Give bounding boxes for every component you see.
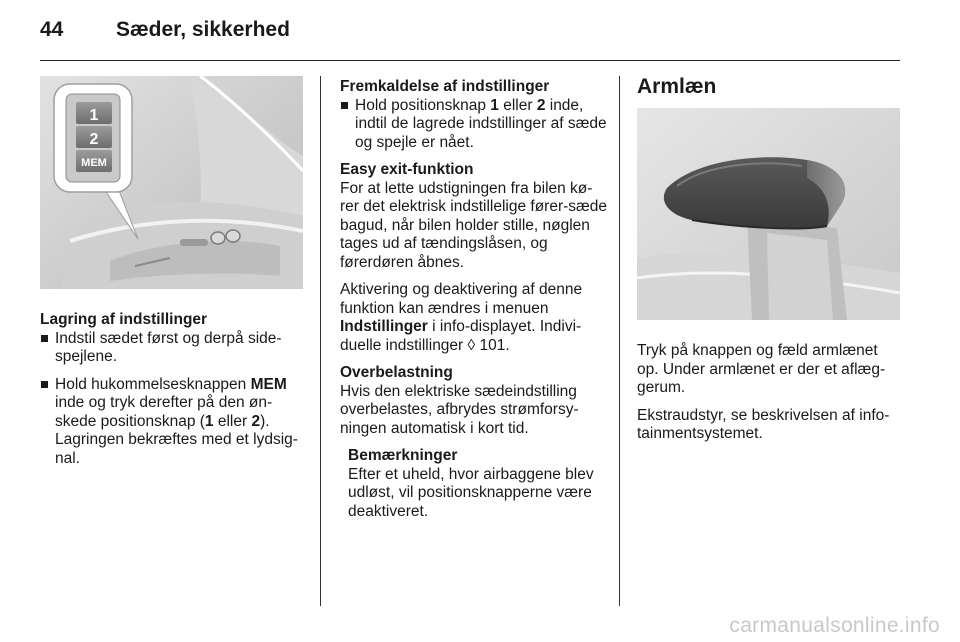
column-2 xyxy=(340,78,608,530)
note-heading: Bemærkninger xyxy=(348,447,458,464)
section-heading-lagring: Lagring af indstillinger xyxy=(40,311,208,328)
paragraph-armrest: Tryk på knappen og fæld armlænet op. Under armlænet er der et aflæg-gerum. xyxy=(637,342,886,396)
header-divider xyxy=(40,60,900,61)
paragraph-infotainment: Ekstraudstyr, se beskrivelsen af info-tainmentsystemet. xyxy=(637,406,890,442)
paragraph-text: Hvis den elektriske sædeindstilling overbelastes, afbrydes strømforsy-ningen automatisk i kort tid. xyxy=(340,382,579,437)
armrest-figure xyxy=(637,108,900,320)
bullet-square-icon xyxy=(41,381,48,388)
section-heading-fremkaldelse: Fremkaldelse af indstillinger xyxy=(340,78,550,95)
text-run: inde og tryk derefter på den øn-skede positionsknap ( xyxy=(55,394,273,430)
key-mem: MEM xyxy=(250,375,287,393)
paragraph-overload xyxy=(340,364,608,438)
section-heading-overbelastning: Overbelastning xyxy=(340,364,453,381)
text-run: ). Lagringen bekræftes med et lydsig-nal. xyxy=(55,412,298,467)
column-3 xyxy=(637,75,902,109)
key-1: 1 xyxy=(490,96,499,114)
bullet-square-icon xyxy=(341,102,348,109)
paragraph-settings xyxy=(340,281,608,355)
page-number: 44 xyxy=(40,18,64,41)
section-heading-armlaen: Armlæn xyxy=(637,75,717,98)
key-1: 1 xyxy=(204,412,214,430)
key-2: 2 xyxy=(251,412,261,430)
list-item-text: Indstil sædet først og derpå side-spejlene. xyxy=(55,329,282,365)
text-run: inde, indtil de lagrede indstillinger af sæde og spejle er nået. xyxy=(355,96,607,151)
list-item xyxy=(340,97,608,153)
seat-memory-figure xyxy=(40,76,303,289)
key-2: 2 xyxy=(536,96,546,114)
watermark: carmanualsonline.info xyxy=(729,614,940,637)
page-ref-icon: ◊ xyxy=(467,336,476,354)
paragraph-easy-exit xyxy=(340,161,608,272)
text-run: eller xyxy=(213,412,252,430)
memory-button-mem-label: MEM xyxy=(81,157,107,169)
bullet-square-icon xyxy=(41,335,48,342)
list-item xyxy=(40,376,305,469)
column-3-text xyxy=(637,342,902,453)
page-title: Sæder, sikkerhed xyxy=(116,18,290,41)
section-heading-easy-exit: Easy exit-funktion xyxy=(340,161,474,178)
column-divider-1 xyxy=(320,76,321,606)
text-run: Hold positionsknap xyxy=(355,96,491,114)
text-run: Aktivering og deaktivering af denne funktion kan ændres i menuen xyxy=(340,281,583,317)
list-item xyxy=(40,330,305,367)
page-reference: 101. xyxy=(475,336,510,354)
note-box xyxy=(340,447,608,521)
memory-button-1-label: 1 xyxy=(89,107,99,124)
note-text: Efter et uheld, hvor airbaggene blev udløst, vil positionsknapperne være deaktiveret. xyxy=(348,465,594,520)
column-divider-2 xyxy=(619,76,620,606)
column-1 xyxy=(40,311,305,477)
paragraph-text: For at lette udstigningen fra bilen kø-rer det elektrisk indstillelige fører-sæde bagud, når bilen holder stille, nøglen tages ud af tændingslåsen, og førerdøren åbnes. xyxy=(340,179,608,271)
text-run: Hold hukommelsesknappen xyxy=(55,375,251,393)
memory-button-2-label: 2 xyxy=(89,131,99,148)
text-run: eller xyxy=(498,96,537,114)
text-run: i info-displayet. Indivi-duelle indstillinger xyxy=(340,318,582,354)
menu-name: Indstillinger xyxy=(340,318,428,335)
